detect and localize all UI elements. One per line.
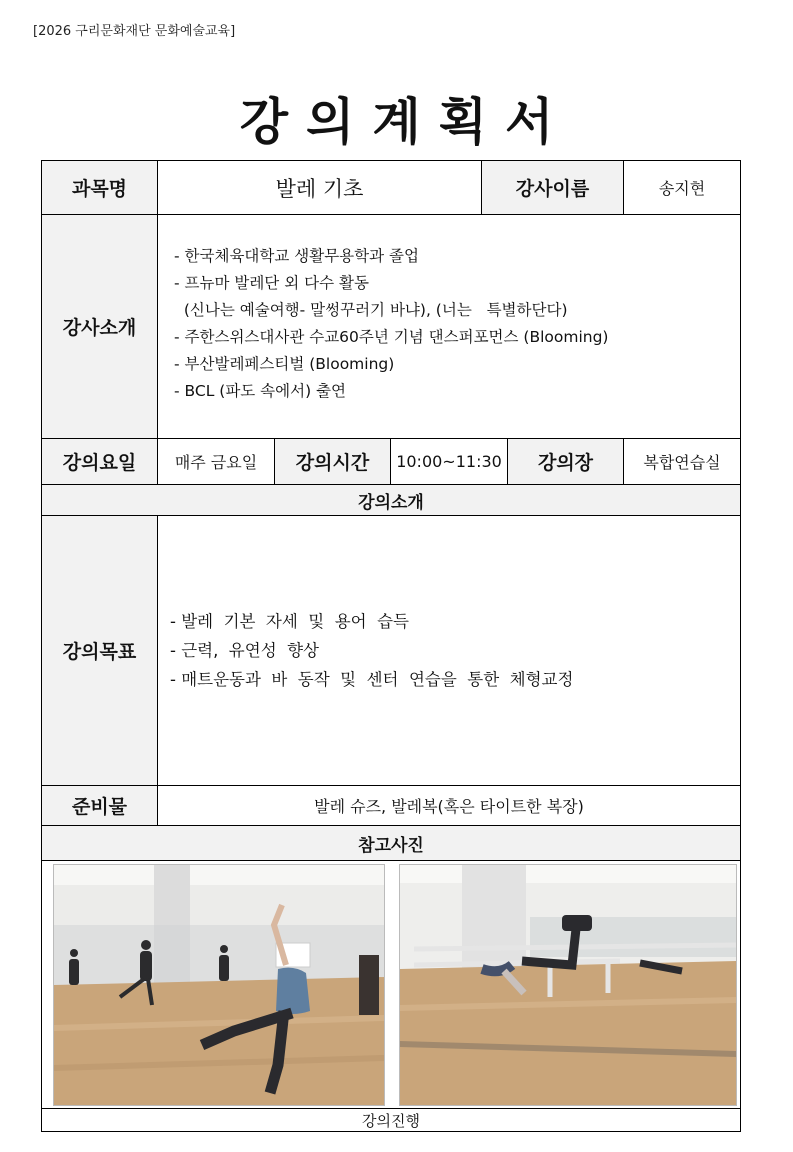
instructor-intro-cell (157, 214, 741, 439)
instructor-label: 강사이름 (515, 178, 590, 200)
goals-cell (157, 515, 741, 786)
goal-item: - 발레 기본 자세 및 용어 습득 (170, 612, 409, 631)
class-photo-1 (53, 864, 385, 1106)
header-tag: [2026 구리문화재단 문화예술교육] (33, 24, 236, 39)
course-value: 발레 기초 (275, 176, 364, 201)
course-value-cell (157, 160, 482, 215)
class-photo-2-image (400, 865, 736, 1105)
intro-section-label: 강의소개 (358, 492, 424, 513)
intro-item: - 주한스위스대사관 수교60주년 기념 댄스퍼포먼스 (Blooming) (174, 328, 609, 346)
instructor-value-cell (623, 160, 741, 215)
place-value-cell (623, 438, 741, 485)
day-label-cell (41, 438, 158, 485)
day-label: 강의요일 (62, 452, 137, 474)
place-value: 복합연습실 (643, 453, 721, 472)
photos-section-header (41, 825, 741, 861)
intro-item: - BCL (파도 속에서) 출연 (174, 382, 347, 400)
intro-item: - 프뉴마 발레단 외 다수 활동 (174, 274, 369, 292)
day-value-cell (157, 438, 275, 485)
goals-label-cell (41, 515, 158, 786)
supplies-value: 발레 슈즈, 발레복(혹은 타이트한 복장) (314, 797, 584, 816)
intro-label-cell (41, 214, 158, 439)
supplies-value-cell (157, 785, 741, 826)
instructor-intro-list (158, 215, 608, 405)
day-value: 매주 금요일 (174, 453, 258, 472)
goals-list (158, 607, 573, 694)
goal-item: - 근력, 유연성 향상 (170, 641, 319, 660)
place-label-cell (507, 438, 624, 485)
course-label-cell (41, 160, 158, 215)
place-label: 강의장 (537, 452, 594, 474)
photo-caption: 강의진행 (362, 1111, 420, 1130)
instructor-value: 송지현 (658, 179, 706, 198)
time-label-cell (274, 438, 391, 485)
intro-item: - 한국체육대학교 생활무용학과 졸업 (174, 247, 419, 265)
class-photo-2 (399, 864, 737, 1106)
supplies-label-cell (41, 785, 158, 826)
goals-label: 강의목표 (62, 641, 137, 663)
photo-caption-cell (41, 1108, 741, 1132)
intro-section-header (41, 484, 741, 516)
course-label: 과목명 (71, 178, 128, 200)
document-title: 강의계획서 (239, 93, 572, 151)
photos-section-label: 참고사진 (358, 835, 424, 856)
supplies-label: 준비물 (71, 796, 128, 818)
class-photo-1-image (54, 865, 384, 1105)
instructor-label-cell (481, 160, 624, 215)
intro-item: - 부산발레페스티벌 (Blooming) (174, 355, 395, 373)
instructor-intro-label: 강사소개 (62, 317, 137, 339)
intro-item: (신나는 예술여행- 말썽꾸러기 바냐), (너는 특별하단다) (174, 301, 568, 319)
goal-item: - 매트운동과 바 동작 및 센터 연습을 통한 체형교정 (170, 670, 574, 689)
time-value: 10:00~11:30 (396, 452, 502, 471)
time-value-cell (390, 438, 508, 485)
time-label: 강의시간 (295, 452, 370, 474)
